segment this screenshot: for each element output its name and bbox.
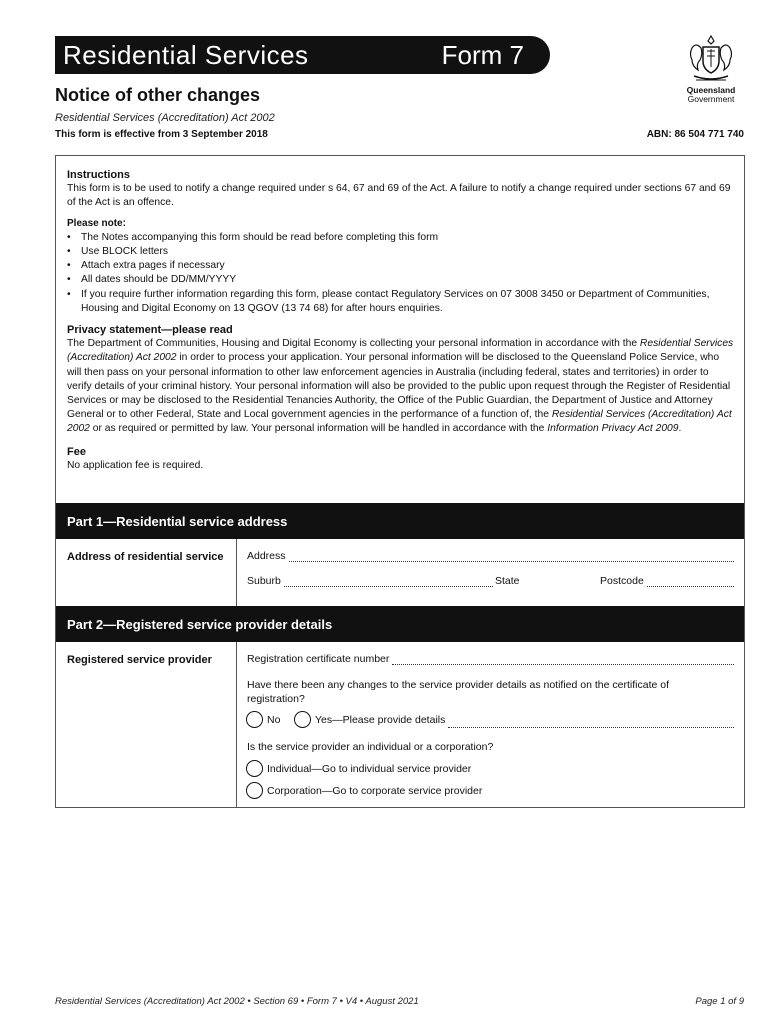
- part1-column-divider: [236, 539, 237, 606]
- changes-question: Have there been any changes to the service provider details as notified on the certificate of registration?: [247, 679, 669, 705]
- suburb-field[interactable]: [247, 575, 493, 587]
- postcode-field[interactable]: [600, 575, 734, 587]
- fee-heading: Fee: [67, 445, 86, 458]
- logo-line-queensland: Queensland: [686, 85, 736, 95]
- address-label: Address: [247, 550, 286, 562]
- yes-radio[interactable]: [294, 711, 311, 728]
- list-item: • Use BLOCK letters: [67, 245, 735, 259]
- postcode-input[interactable]: [647, 577, 734, 587]
- instructions-list: [67, 231, 735, 316]
- list-item: • If you require further information regarding this form, please contact Regulatory Services on 07 3008 3450 or Department of Communities, Housing and Digital Economy on 13 QGOV (13 74 68) for after hours enquiries.: [67, 288, 735, 316]
- instructions-section: [67, 168, 735, 473]
- abn: ABN: 86 504 771 740: [646, 129, 744, 140]
- queensland-government-logo: [682, 34, 740, 106]
- no-radio[interactable]: [246, 711, 263, 728]
- part1-heading: Part 1—Residential service address: [56, 503, 744, 539]
- instructions-heading: Instructions: [67, 169, 130, 181]
- form-number: Form 7: [441, 39, 524, 70]
- form-banner: [55, 36, 550, 74]
- list-item: • Attach extra pages if necessary: [67, 259, 735, 273]
- please-note-heading: Please note:: [67, 217, 126, 229]
- registered-service-provider-label: Registered service provider: [67, 654, 212, 666]
- logo-line-government: Government: [687, 94, 735, 104]
- effective-date: This form is effective from 3 September 2018: [55, 129, 268, 140]
- list-item: • All dates should be DD/MM/YYYY: [67, 273, 735, 287]
- suburb-label: Suburb: [247, 575, 281, 587]
- privacy-heading: Privacy statement—please read: [67, 324, 233, 337]
- suburb-input[interactable]: [284, 577, 493, 587]
- yes-radio-option[interactable]: [294, 711, 734, 728]
- footer-reference: Residential Services (Accreditation) Act 2002 • Section 69 • Form 7 • V4 • August 2021: [55, 996, 419, 1007]
- act-subtitle: Residential Services (Accreditation) Act 2002: [55, 112, 275, 124]
- registration-certificate-field[interactable]: [247, 653, 734, 665]
- corporation-label: Corporation—Go to corporate service provider: [267, 784, 483, 797]
- registration-certificate-input[interactable]: [392, 655, 734, 665]
- address-of-residential-service-label: Address of residential service: [67, 551, 224, 563]
- no-label: No: [267, 713, 281, 726]
- instructions-text: This form is to be used to notify a change required under s 64, 67 and 69 of the Act. A failure to notify a change required under sections 67 and 69 of the Act is an offence.: [67, 183, 731, 209]
- address-input[interactable]: [289, 552, 734, 562]
- provider-type-question: Is the service provider an individual or a corporation?: [247, 741, 494, 753]
- banner-title: Residential Services: [63, 39, 309, 70]
- part2-heading: Part 2—Registered service provider details: [56, 606, 744, 642]
- list-item: • The Notes accompanying this form should be read before completing this form: [67, 231, 735, 245]
- yes-details-input[interactable]: [448, 718, 734, 728]
- individual-label: Individual—Go to individual service provider: [267, 762, 472, 775]
- page-title: Notice of other changes: [55, 85, 261, 105]
- fee-text: No application fee is required.: [67, 459, 204, 471]
- postcode-label: Postcode: [600, 575, 644, 587]
- state-field[interactable]: [495, 575, 600, 587]
- individual-radio-option[interactable]: [246, 760, 471, 777]
- corporation-radio[interactable]: [246, 782, 263, 799]
- corporation-radio-option[interactable]: [246, 782, 482, 799]
- privacy-text: The Department of Communities, Housing and Digital Economy is collecting your personal information in accordance with the Residential Services (Accreditation) Act 2002 in order to process your application. Your personal information will be disclosed to the Queensland Police Service, who will then pass on your personal information to other law enforcement agencies in Australia (including federal, states and territories) in order to verify details of your criminal history. Your personal information will also be provided to the public upon request through the Register of Residential Services or may be disclosed to the Residential Tenancies Authority, the Office of the Public Guardian, the Department of Justice and Attorney General or to other Federal, State and Local government agencies in the performance of a function of, the Residential Services (Accreditation) Act 2002 or as required or permitted by law. Your personal information will be handled in accordance with the Information Privacy Act 2009.: [67, 338, 734, 435]
- form-box: [55, 155, 745, 808]
- yes-label: Yes—Please provide details: [315, 713, 446, 726]
- no-radio-option[interactable]: [246, 711, 280, 728]
- registration-certificate-label: Registration certificate number: [247, 653, 390, 665]
- state-label: State: [495, 575, 520, 587]
- address-field[interactable]: [247, 550, 734, 562]
- coat-of-arms-icon: [686, 34, 736, 86]
- individual-radio[interactable]: [246, 760, 263, 777]
- page-number: Page 1 of 9: [695, 996, 744, 1007]
